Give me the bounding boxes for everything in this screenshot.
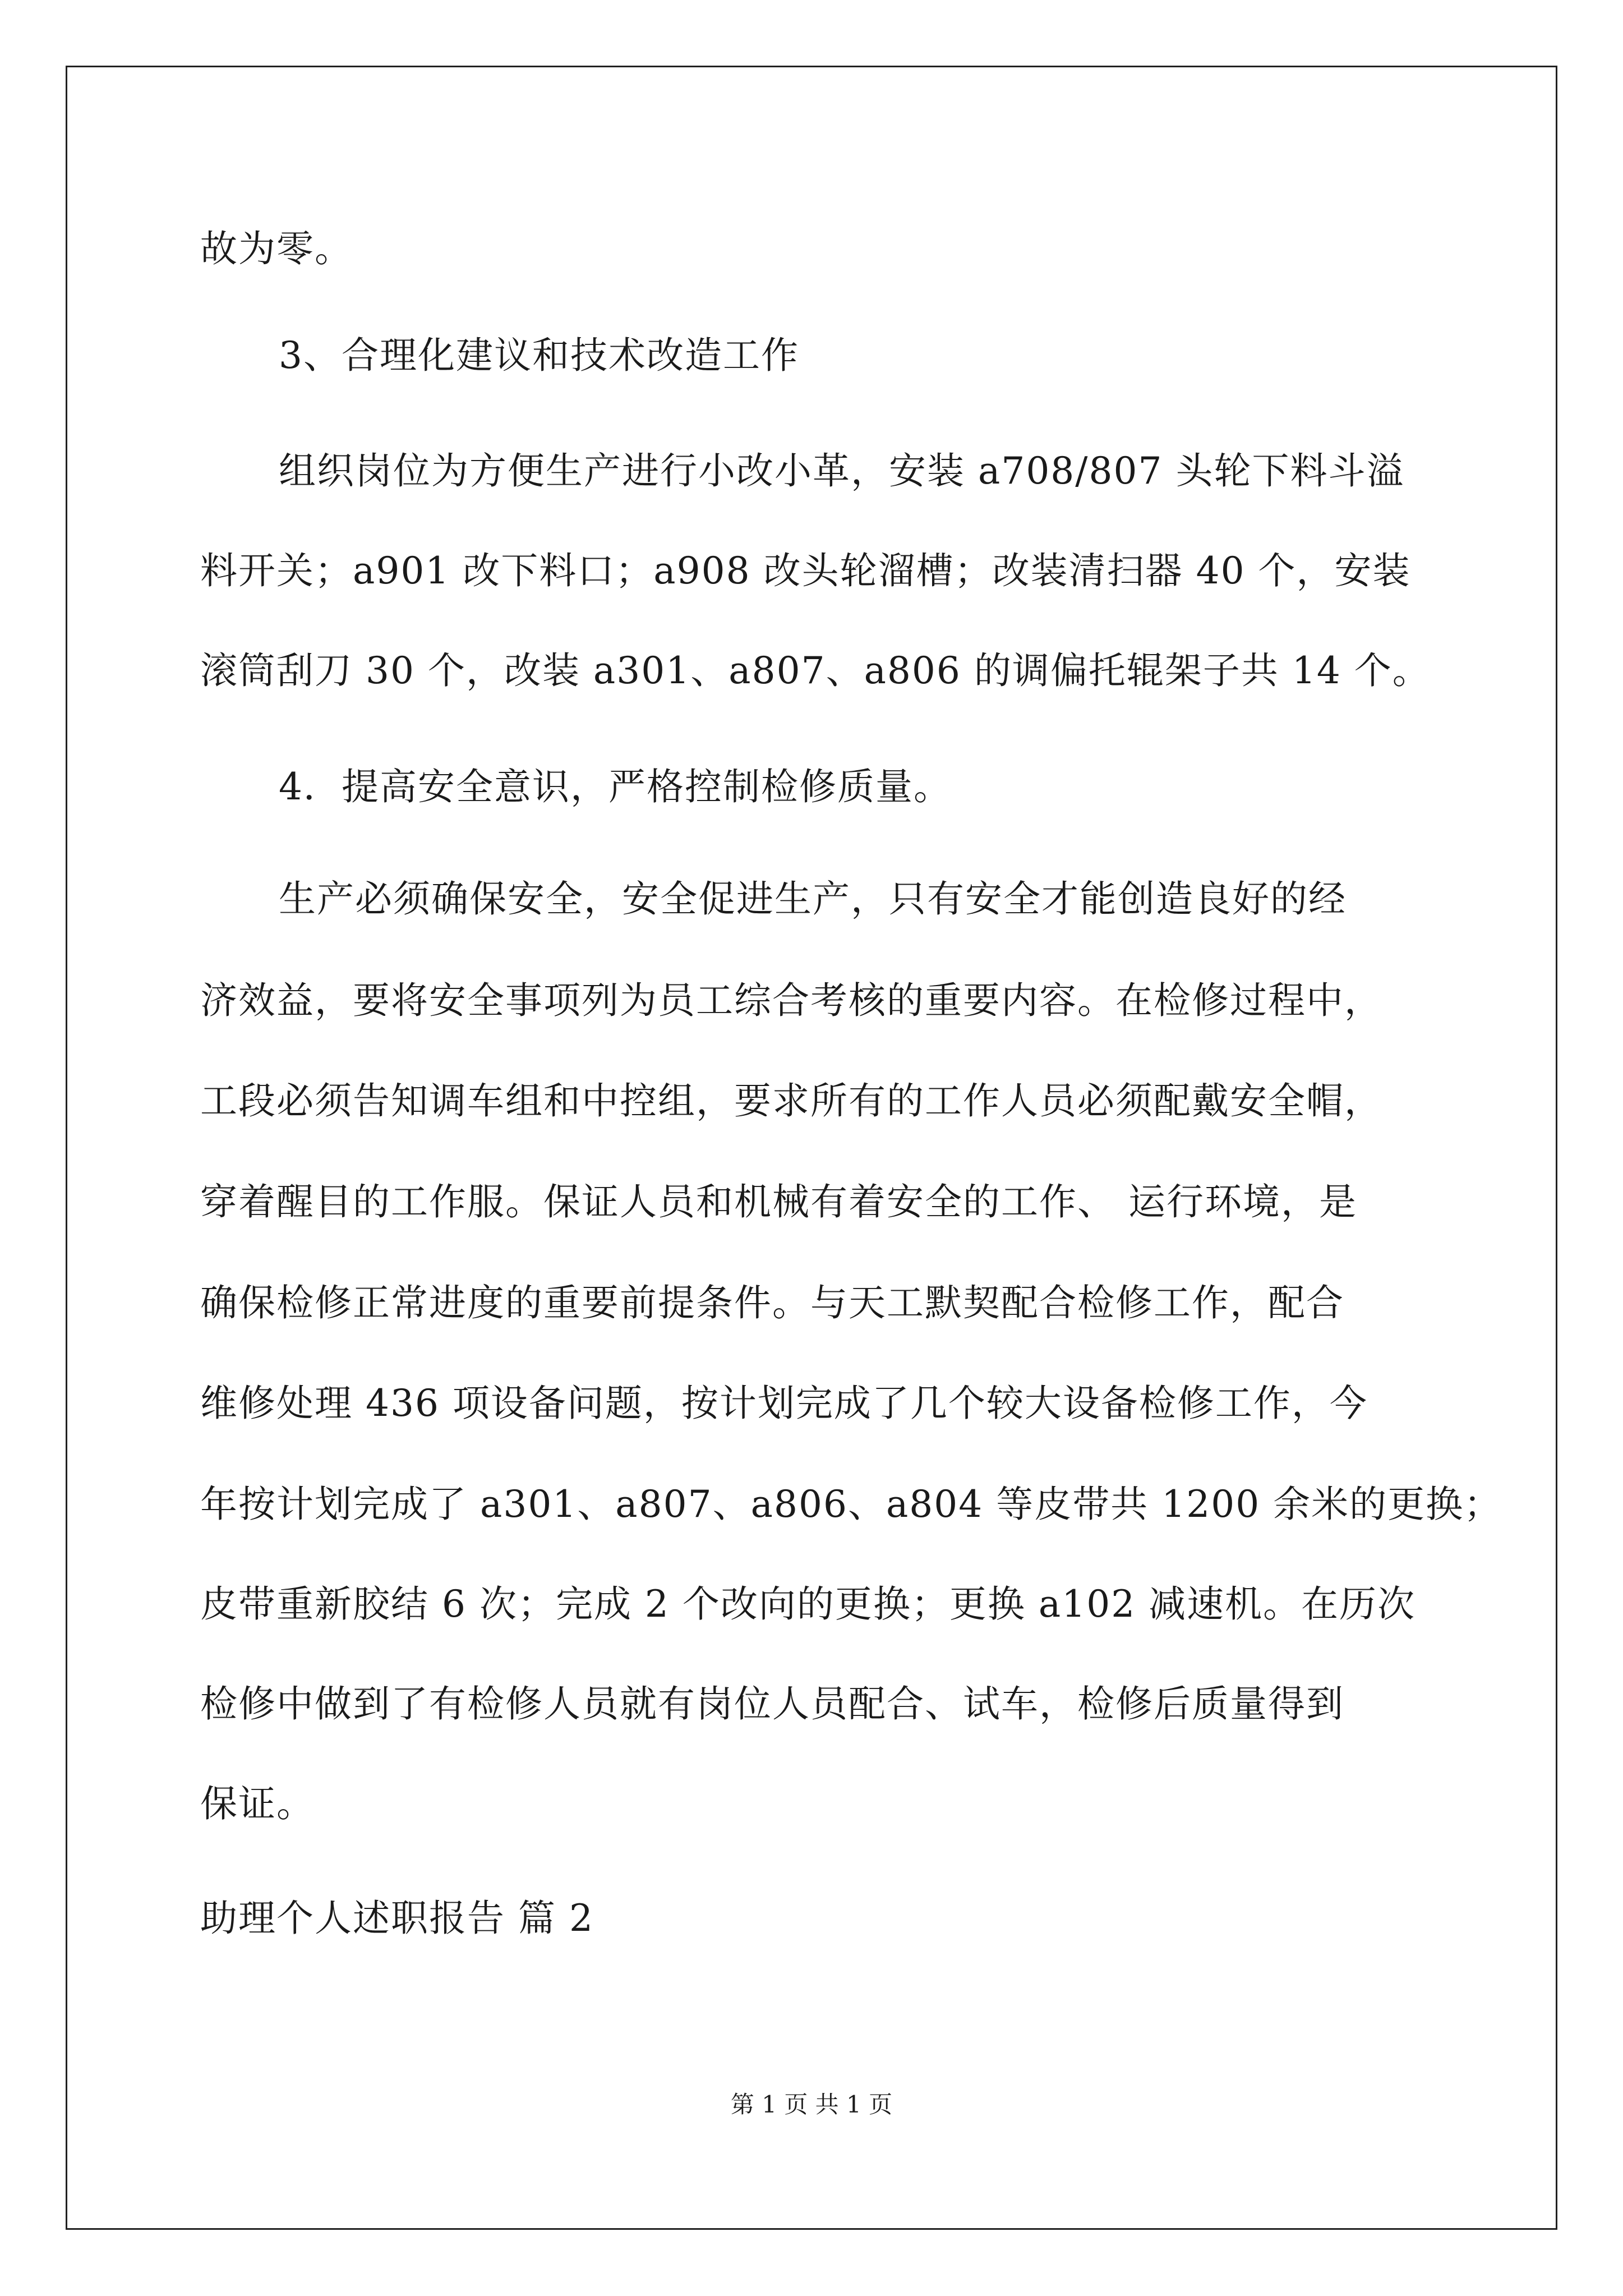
section-heading: 4．提高安全意识，严格控制检修质量。 xyxy=(279,765,952,808)
text-line: 穿着醒目的工作服。保证人员和机械有着安全的工作、 运行环境，是 xyxy=(200,1180,1357,1223)
text-line: 料开关；a901 改下料口；a908 改头轮溜槽；改装清扫器 40 个，安装 xyxy=(200,549,1411,592)
text-line: 年按计划完成了 a301、a807、a806、a804 等皮带共 1200 余米的更换； xyxy=(200,1483,1502,1526)
text-line: 济效益，要将安全事项列为员工综合考核的重要内容。在检修过程中， xyxy=(200,979,1382,1022)
page-footer: 第 1 页 共 1 页 xyxy=(730,2091,893,2118)
article-title: 助理个人述职报告 篇 2 xyxy=(200,1897,594,1940)
text-line: 确保检修正常进度的重要前提条件。与天工默契配合检修工作，配合 xyxy=(200,1281,1344,1324)
text-line: 故为零。 xyxy=(200,227,353,270)
text-line: 检修中做到了有检修人员就有岗位人员配合、试车，检修后质量得到 xyxy=(200,1682,1344,1726)
text-line: 滚筒刮刀 30 个，改装 a301、a807、a806 的调偏托辊架子共 14 个。 xyxy=(200,649,1431,692)
text-line: 皮带重新胶结 6 次；完成 2 个改向的更换；更换 a102 减速机。在历次 xyxy=(200,1582,1416,1626)
section-heading: 3、合理化建议和技术改造工作 xyxy=(279,334,799,377)
text-line: 工段必须告知调车组和中控组，要求所有的工作人员必须配戴安全帽， xyxy=(200,1079,1382,1122)
text-line: 维修处理 436 项设备问题，按计划完成了几个较大设备检修工作，今 xyxy=(200,1382,1368,1425)
text-line: 生产必须确保安全，安全促进生产，只有安全才能创造良好的经 xyxy=(279,877,1347,921)
text-line: 保证。 xyxy=(200,1782,315,1825)
text-line: 组织岗位为方便生产进行小改小革，安装 a708/807 头轮下料斗溢 xyxy=(279,449,1405,493)
